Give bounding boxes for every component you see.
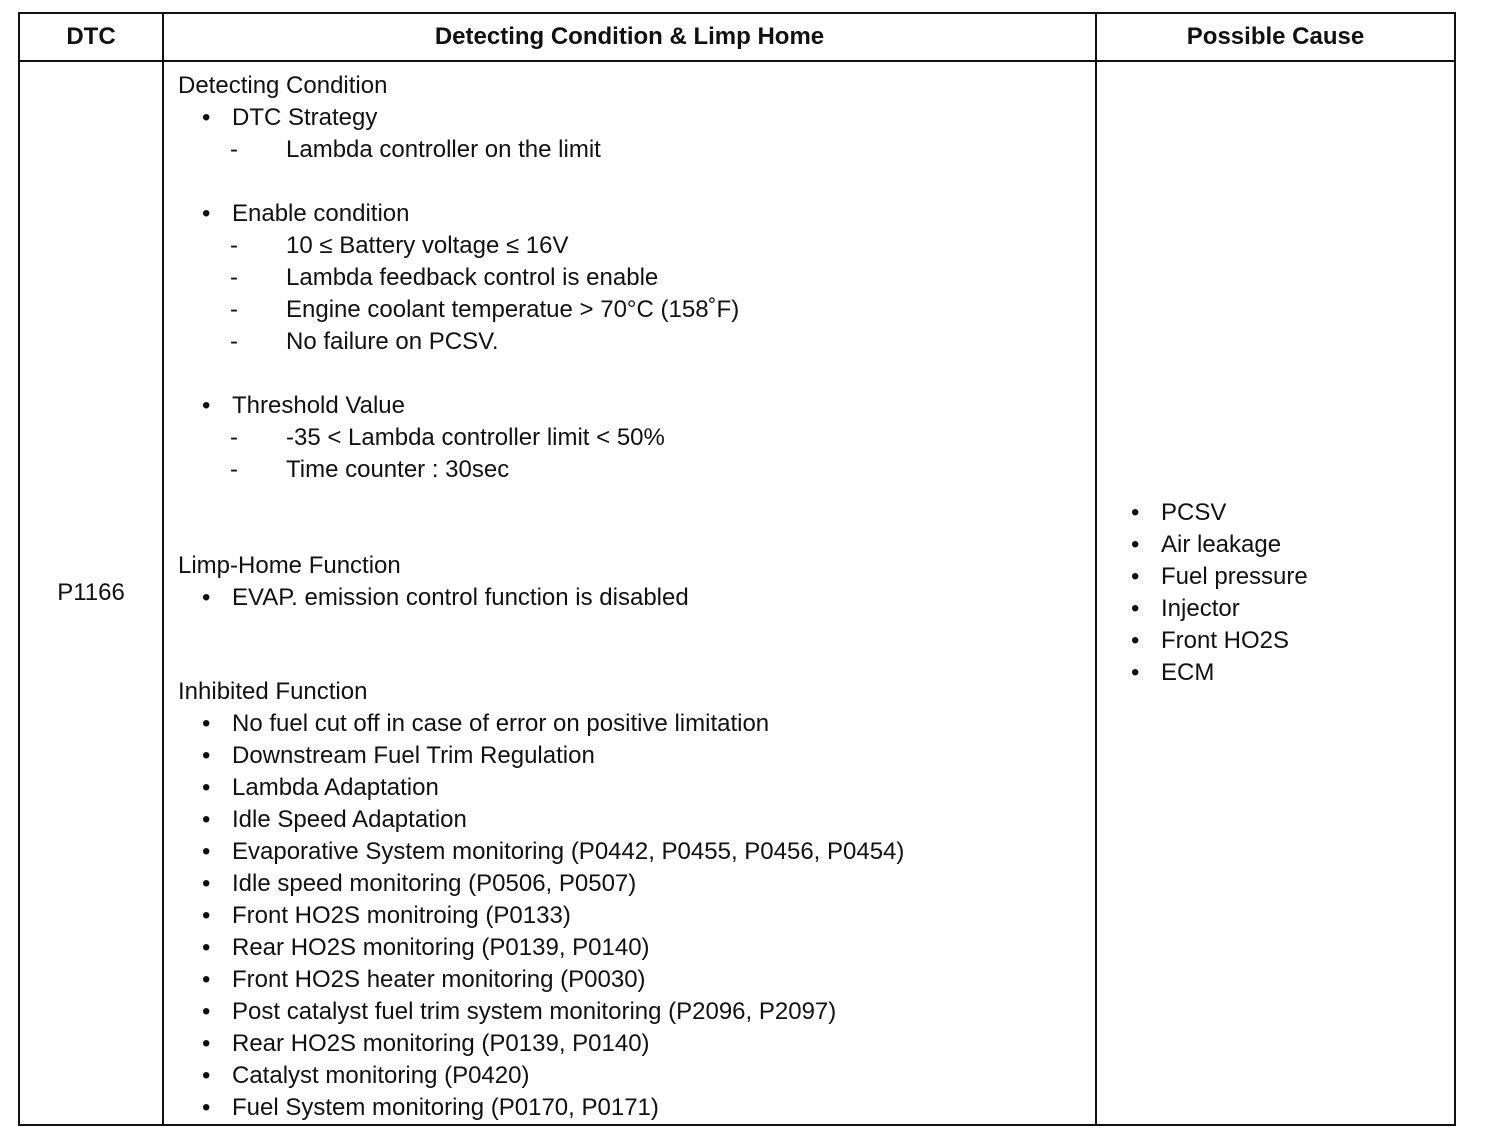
header-row <box>19 13 1455 61</box>
table-row <box>19 61 1455 1125</box>
cause-item: • Front HO2S <box>1131 625 1454 657</box>
list-item: - Engine coolant temperatue > 70°C (158˚F) <box>178 294 1095 326</box>
list-item: • Idle Speed Adaptation <box>178 804 1095 836</box>
group-title: • DTC Strategy <box>178 102 1095 134</box>
list-item: • Catalyst monitoring (P0420) <box>178 1060 1095 1092</box>
detecting-title: Detecting Condition <box>178 72 388 99</box>
list-item: • EVAP. emission control function is disabled <box>178 582 1095 614</box>
list-item: - No failure on PCSV. <box>178 326 1095 358</box>
bullet-icon: • <box>202 392 211 419</box>
bullet-icon: • <box>202 104 211 131</box>
dash-icon: - <box>230 264 238 291</box>
list-item: • Lambda Adaptation <box>178 772 1095 804</box>
bullet-icon: • <box>202 1094 211 1121</box>
dtc-table <box>18 12 1456 1126</box>
header-cause: Possible Cause <box>1096 13 1455 61</box>
list-item: • Rear HO2S monitoring (P0139, P0140) <box>178 932 1095 964</box>
bullet-icon: • <box>202 870 211 897</box>
bullet-icon: • <box>202 710 211 737</box>
dash-icon: - <box>230 456 238 483</box>
bullet-icon: • <box>202 998 211 1025</box>
dash-icon: - <box>230 136 238 163</box>
inhibited-title: Inhibited Function <box>178 678 368 705</box>
list-item: • Downstream Fuel Trim Regulation <box>178 740 1095 772</box>
group-title: • Enable condition <box>178 198 1095 230</box>
list-item: • Front HO2S heater monitoring (P0030) <box>178 964 1095 996</box>
bullet-icon: • <box>1131 499 1140 526</box>
bullet-icon: • <box>1131 595 1140 622</box>
list-item: • Front HO2S monitroing (P0133) <box>178 900 1095 932</box>
bullet-icon: • <box>202 966 211 993</box>
cause-item: • Injector <box>1131 593 1454 625</box>
dash-icon: - <box>230 296 238 323</box>
cause-item: • Fuel pressure <box>1131 561 1454 593</box>
list-item: • No fuel cut off in case of error on positive limitation <box>178 708 1095 740</box>
list-item: - Time counter : 30sec <box>178 454 1095 486</box>
dtc-code: P1166 <box>19 61 163 1125</box>
bullet-icon: • <box>202 806 211 833</box>
bullet-icon: • <box>202 1062 211 1089</box>
cause-item: • Air leakage <box>1131 529 1454 561</box>
list-item: • Post catalyst fuel trim system monitoring (P2096, P2097) <box>178 996 1095 1028</box>
cause-item: • PCSV <box>1131 497 1454 529</box>
bullet-icon: • <box>202 1030 211 1057</box>
list-item: • Evaporative System monitoring (P0442, P0455, P0456, P0454) <box>178 836 1095 868</box>
group-title: • Threshold Value <box>178 390 1095 422</box>
bullet-icon: • <box>1131 627 1140 654</box>
bullet-icon: • <box>1131 659 1140 686</box>
bullet-icon: • <box>1131 531 1140 558</box>
list-item: - 10 ≤ Battery voltage ≤ 16V <box>178 230 1095 262</box>
bullet-icon: • <box>1131 563 1140 590</box>
list-item: - Lambda controller on the limit <box>178 134 1095 166</box>
condition-cell <box>163 61 1096 1125</box>
list-item: • Rear HO2S monitoring (P0139, P0140) <box>178 1028 1095 1060</box>
list-item: • Fuel System monitoring (P0170, P0171) <box>178 1092 1095 1124</box>
header-dtc: DTC <box>19 13 163 61</box>
dash-icon: - <box>230 328 238 355</box>
list-item: - Lambda feedback control is enable <box>178 262 1095 294</box>
limp-home-title: Limp-Home Function <box>178 552 401 579</box>
dash-icon: - <box>230 232 238 259</box>
cause-cell <box>1096 61 1455 1125</box>
bullet-icon: • <box>202 934 211 961</box>
bullet-icon: • <box>202 200 211 227</box>
bullet-icon: • <box>202 774 211 801</box>
bullet-icon: • <box>202 838 211 865</box>
bullet-icon: • <box>202 902 211 929</box>
bullet-icon: • <box>202 584 211 611</box>
cause-item: • ECM <box>1131 657 1454 689</box>
list-item: - -35 < Lambda controller limit < 50% <box>178 422 1095 454</box>
dash-icon: - <box>230 424 238 451</box>
header-condition: Detecting Condition & Limp Home <box>163 13 1096 61</box>
list-item: • Idle speed monitoring (P0506, P0507) <box>178 868 1095 900</box>
bullet-icon: • <box>202 742 211 769</box>
